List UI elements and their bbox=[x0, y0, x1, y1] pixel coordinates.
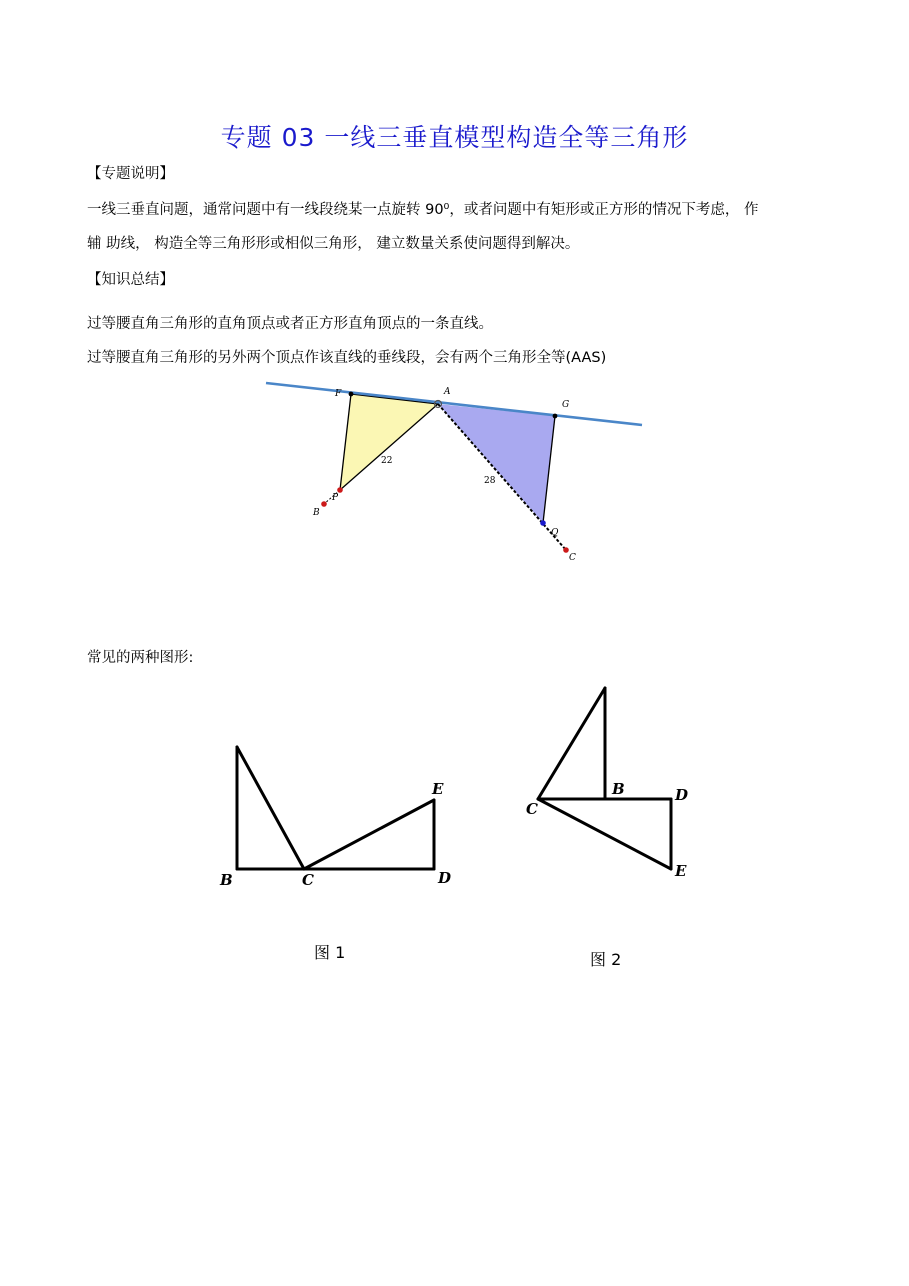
point-p bbox=[337, 487, 343, 493]
figure-1-caption: 图 1 bbox=[314, 943, 346, 962]
label-p: P bbox=[332, 493, 339, 503]
label-f: F bbox=[335, 389, 342, 399]
page-title: 专题 03 一线三垂直模型构造全等三角形 bbox=[220, 123, 689, 152]
triangle-agq bbox=[438, 404, 555, 523]
explanation-line-2: 辅 助线， 构造全等三角形形或相似三角形， 建立数量关系使问题得到解决。 bbox=[87, 236, 580, 252]
fig2-label-d: D bbox=[675, 786, 689, 804]
label-c: C bbox=[569, 553, 576, 563]
point-g bbox=[553, 414, 558, 419]
section-heading-explanation: 【专题说明】 bbox=[87, 166, 174, 182]
label-b: B bbox=[313, 508, 320, 518]
segment-ac bbox=[538, 688, 605, 799]
figure-2-caption: 图 2 bbox=[590, 950, 622, 969]
section-heading-summary: 【知识总结】 bbox=[87, 272, 174, 288]
fig1-label-d: D bbox=[438, 869, 452, 887]
point-q bbox=[540, 520, 546, 526]
fig2-label-e: E bbox=[675, 862, 687, 880]
point-b bbox=[321, 501, 327, 507]
label-g: G bbox=[562, 400, 570, 410]
geometry-figure bbox=[260, 376, 650, 576]
point-f bbox=[349, 392, 354, 397]
segment-ce bbox=[304, 800, 434, 869]
summary-line-2: 过等腰直角三角形的另外两个顶点作该直线的垂线段，会有两个三角形全等(AAS) bbox=[87, 350, 607, 366]
measure-22: 22 bbox=[381, 456, 393, 466]
segment-ce bbox=[538, 799, 671, 869]
point-c bbox=[563, 547, 569, 553]
label-q: Q bbox=[551, 528, 559, 538]
common-shapes-label: 常见的两种图形: bbox=[87, 650, 194, 666]
fig2-label-b: B bbox=[612, 780, 625, 798]
fig1-label-b: B bbox=[220, 871, 233, 889]
label-a: A bbox=[444, 387, 451, 397]
segment-ac bbox=[237, 747, 304, 869]
fig1-label-e: E bbox=[432, 780, 444, 798]
explanation-line-1: 一线三垂直问题，通常问题中有一线段绕某一点旋转 90⁰，或者问题中有矩形或正方形的情况下考虑， 作 bbox=[87, 202, 759, 218]
fig2-label-c: C bbox=[526, 800, 538, 818]
triangle-fap bbox=[340, 394, 438, 490]
measure-28: 28 bbox=[484, 476, 496, 486]
summary-line-1: 过等腰直角三角形的直角顶点或者正方形直角顶点的一条直线。 bbox=[87, 316, 493, 332]
figure-1 bbox=[210, 735, 470, 895]
figure-2 bbox=[520, 680, 700, 880]
fig1-label-c: C bbox=[302, 871, 314, 889]
